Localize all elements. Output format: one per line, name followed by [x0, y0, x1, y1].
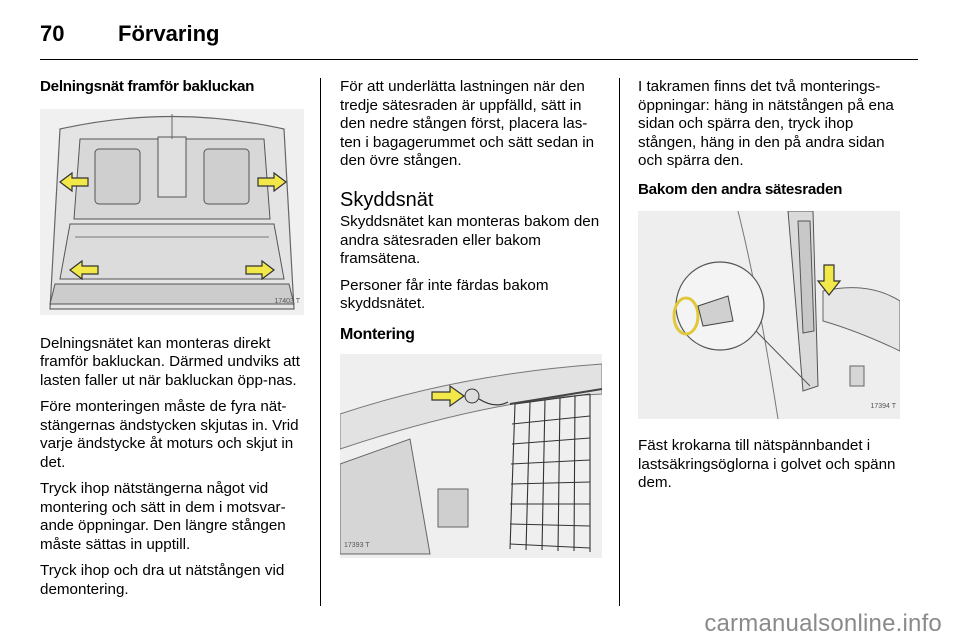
arrow-icon: [244, 259, 276, 281]
paragraph: Tryck ihop nätstängerna något vid montering och sätt in dem i motsvar-ande öppningar. Den längre stången måste sättas in upptill.: [40, 480, 286, 553]
column-3: [638, 78, 904, 501]
arrow-down-icon: [816, 263, 842, 297]
arrow-icon: [68, 259, 100, 281]
arrow-icon: [256, 171, 288, 193]
paragraph: Personer får inte färdas bakom skyddsnätet.: [340, 276, 549, 312]
figure-code: 17403 T: [274, 298, 300, 305]
arrow-icon: [58, 171, 90, 193]
watermark: carmanualsonline.info: [704, 610, 942, 637]
figure-cargo-area: [40, 109, 304, 315]
figure-floor-eyelet: [638, 211, 900, 419]
section-title-safety-net: Skyddsnät: [340, 188, 434, 211]
section-heading-cargo-net: Delningsnät framför bakluckan: [40, 78, 255, 95]
header-rule: [40, 59, 918, 60]
paragraph: I takramen finns det två monterings-öppningar: häng in nätstången på ena sidan och spärra den, tryck ihop stången, häng in den på andra sidan och spärra den.: [638, 78, 894, 169]
page-title: Förvaring: [118, 21, 220, 46]
caption: Fäst krokarna till nätspännbandet i lastsäkringsöglorna i golvet och spänn dem.: [638, 437, 896, 491]
figure-code: 17393 T: [344, 541, 370, 549]
figure-code: 17394 T: [870, 402, 896, 410]
paragraph: Skyddsnätet kan monteras bakom den andra sätesraden eller bakom framsätena.: [340, 213, 600, 267]
column-divider: [619, 78, 620, 606]
subheading-mounting: Montering: [340, 325, 415, 343]
arrow-icon: [430, 384, 466, 408]
paragraph: Delningsnätet kan monteras direkt framför bakluckan. Därmed undviks att lasten faller ut när bakluckan öpp-nas.: [40, 334, 300, 389]
figure-net-mounting: [340, 354, 602, 558]
page-header: [40, 14, 219, 54]
paragraph: Före monteringen måste de fyra nät-stängernas ändstycken skjutas in. Vrid varje ändstycke åt moturs och skjut in det.: [40, 398, 299, 471]
section-heading-second-row: Bakom den andra sätesraden: [638, 180, 843, 198]
paragraph: För att underlätta lastningen när den tredje sätesraden är uppfälld, sätt in den nedre stången först, placera las-ten i bagagerummet och sätt sedan in den övre stången.: [340, 78, 595, 169]
column-1: [40, 78, 304, 607]
floor-eyelet-illustration: [638, 211, 900, 419]
column-2: [340, 78, 606, 558]
net-mounting-illustration: [340, 354, 602, 558]
column-divider: [320, 78, 321, 606]
paragraph: Tryck ihop och dra ut nätstången vid demontering.: [40, 562, 285, 598]
cargo-area-illustration: [40, 109, 304, 315]
page-number: 70: [40, 21, 65, 46]
